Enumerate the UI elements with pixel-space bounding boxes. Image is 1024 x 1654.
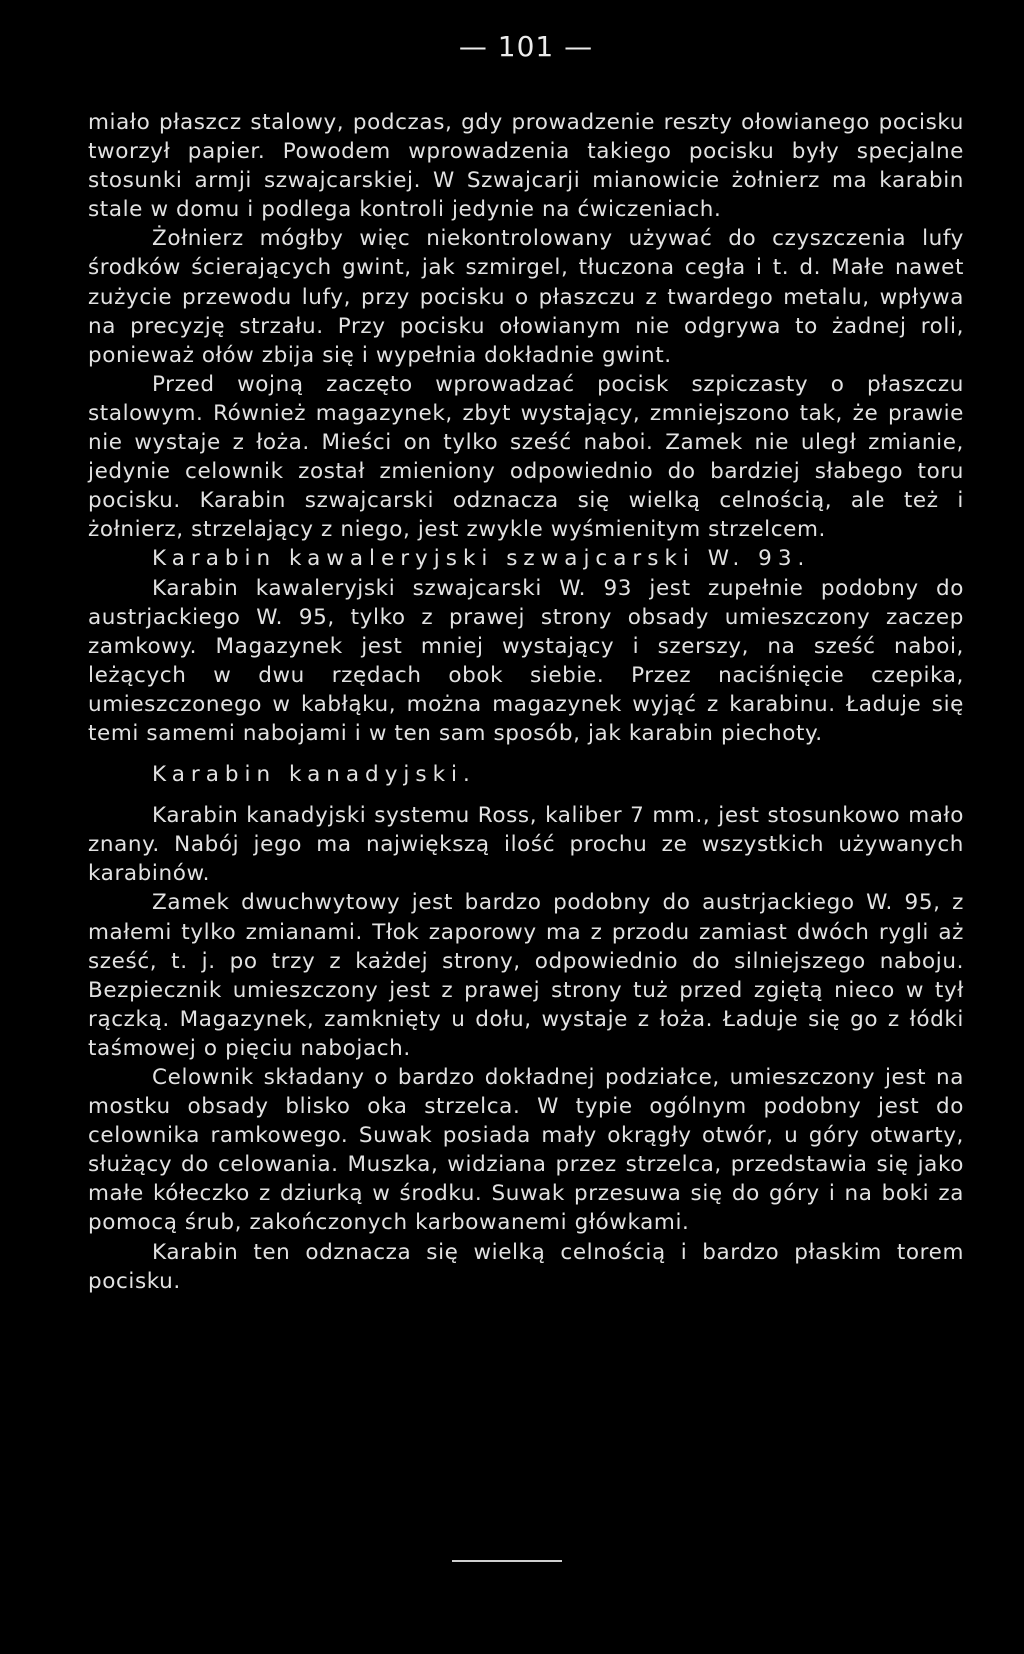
paragraph: Celownik składany o bardzo dokładnej podziałce, umieszczony jest na mostku obsady blisko oka strzelca. W typie ogólnym podobny jest do celownika ramkowego. Suwak posiada mały okrągły otwór, u góry otwarty, służący do celowania. Muszka, widziana przez strzelca, przedstawia się jako małe kółeczko z dziurką w środku. Suwak przesuwa się do góry i na boki za pomocą śrub, zakończonych karbowanemi główkami. <box>88 1065 964 1236</box>
paragraph: Zamek dwuchwytowy jest bardzo podobny do austrjackiego W. 95, z małemi tylko zmianami. Tłok zaporowy ma z przodu zamiast dwóch rygli aż sześć, t. j. po trzy z każdej strony, odpowiednio do silniejszego naboju. Bezpiecznik umieszczony jest z prawej strony tuż przed zgiętą nieco w tył rączką. Magazynek, zamknięty u dołu, wystaje z łoża. Ładuje się go z łódki taśmowej o pięciu nabojach. <box>88 890 964 1061</box>
section-heading-swiss-cavalry-carbine: Karabin kawaleryjski szwajcarski W. 93. <box>152 546 811 572</box>
paragraph: Karabin kawaleryjski szwajcarski W. 93 jest zupełnie podobny do austrjackiego W. 95, tylko z prawej strony obsady umieszczony zaczep zamkowy. Magazynek jest mniej wystający i szerszy, na sześć naboi, leżących w dwu rzędach obok siebie. Przez naciśnięcie czepika, umieszczonego w kabłąku, można magazynek wyjąć z karabinu. Ładuje się temi samemi nabojami i w ten sam sposób, jak karabin piechoty. <box>88 575 964 746</box>
book-page <box>88 0 964 1654</box>
paragraph: Żołnierz mógłby więc niekontrolowany używać do czyszczenia lufy środków ścierających gwint, jak szmirgel, tłuczona cegła i t. d. Małe nawet zużycie przewodu lufy, przy pocisku o płaszczu z twardego metalu, wpływa na precyzję strzału. Przy pocisku ołowianym nie odgrywa to żadnej roli, ponieważ ołów zbija się i wypełnia dokładnie gwint. <box>88 226 964 368</box>
end-rule-divider <box>452 1560 562 1562</box>
page-body-text <box>88 108 964 1296</box>
paragraph: Przed wojną zaczęto wprowadzać pocisk szpiczasty o płaszczu stalowym. Również magazynek, zbyt wystający, zmniejszono tak, że prawie nie wystaje z łoża. Mieści on tylko sześć naboi. Zamek nie uległ zmianie, jedynie celownik został zmieniony odpowiednio do bardziej słabego toru pocisku. Karabin szwajcarski odznacza się wielką celnością, ale też i żołnierz, strzelający z niego, jest zwykle wyśmienitym strzelcem. <box>88 371 964 543</box>
paragraph: Karabin kanadyjski systemu Ross, kaliber 7 mm., jest stosunkowo mało znany. Nabój jego ma największą ilość prochu ze wszystkich używanych karabinów. <box>88 803 964 887</box>
page-number: — 101 — <box>458 30 594 63</box>
section-heading-canadian-rifle: Karabin kanadyjski. <box>152 762 476 788</box>
paragraph-continued: miało płaszcz stalowy, podczas, gdy prowadzenie reszty ołowianego pocisku tworzył papier. Powodem wprowadzenia takiego pocisku były specjalne stosunki armji szwajcarskiej. W Szwajcarji mianowicie żołnierz ma karabin stale w domu i podlega kontroli jedynie na ćwiczeniach. <box>88 110 964 223</box>
paragraph: Karabin ten odznacza się wielką celnością i bardzo płaskim torem pocisku. <box>88 1239 964 1294</box>
